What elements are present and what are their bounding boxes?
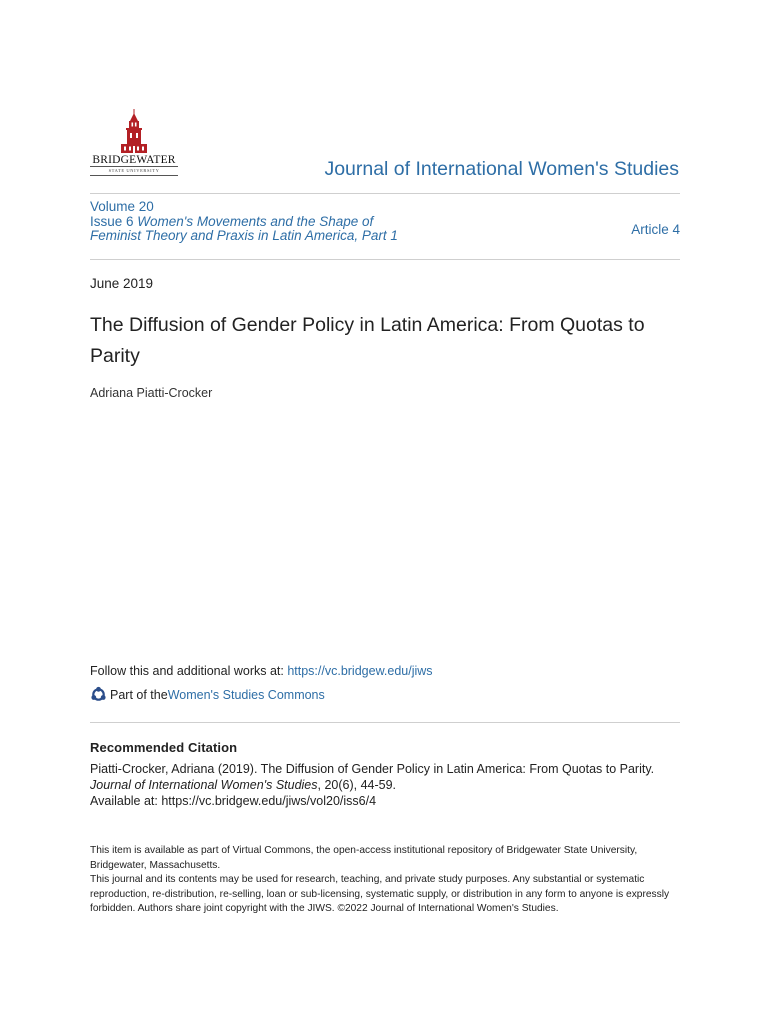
follow-line (90, 664, 433, 678)
follow-prefix: Follow this and additional works at: (90, 664, 288, 678)
commons-prefix: Part of the (110, 687, 168, 702)
recommended-citation-heading: Recommended Citation (90, 740, 238, 755)
commons-divider (90, 722, 680, 723)
usage-notice: This journal and its contents may be used for research, teaching, and private study purposes. Any substantial or systematic reproduction, re-distribution, re-selling, loan or sub-licensing, systematic supply, or distribution in any form to anyone is expressly forbidden. Authors share joint copyright with the JIWS. ©2022 Journal of International Women's Studies. (90, 874, 670, 915)
commons-line (90, 686, 325, 703)
bridgewater-logo[interactable] (88, 108, 180, 176)
issue-number: Issue 6 (90, 213, 134, 229)
logo-rule-bottom (90, 175, 178, 176)
womens-studies-commons-link[interactable]: Women's Studies Commons (167, 687, 325, 702)
follow-url-link[interactable]: https://vc.bridgew.edu/jiws (287, 664, 433, 678)
citation-journal: Journal of International Women's Studies (90, 778, 318, 792)
logo-wordmark: BRIDGEWATER (92, 154, 176, 166)
article-number-link[interactable]: Article 4 (631, 222, 680, 237)
issue-info (90, 200, 410, 244)
tower-icon (88, 108, 180, 154)
citation-volume-pages: , 20(6), 44-59. (317, 778, 397, 792)
network-icon (90, 686, 107, 703)
header-divider (90, 193, 680, 194)
issue-divider (90, 259, 680, 260)
citation-line-2 (90, 777, 690, 793)
issue-title: Women's Movements and the Shape of Feminist Theory and Praxis in Latin America, Part 1 (90, 213, 398, 243)
citation-line-3: Available at: https://vc.bridgew.edu/jiws/vol20/iss6/4 (90, 794, 377, 808)
citation-line-1: Piatti-Crocker, Adriana (2019). The Diffusion of Gender Policy in Latin America: From Quotas to Parity. (90, 762, 655, 776)
issue-link[interactable] (90, 215, 410, 244)
repository-notice: This item is available as part of Virtual Commons, the open-access institutional repository of Bridgewater State University, Bridgewater, Massachusetts. (90, 845, 638, 871)
logo-rule-top (90, 166, 178, 167)
article-title: The Diffusion of Gender Policy in Latin America: From Quotas to Parity (90, 314, 645, 367)
copyright-notice (90, 844, 686, 917)
logo-subtitle: STATE UNIVERSITY (108, 168, 160, 173)
citation-text (90, 761, 690, 809)
publication-date: June 2019 (90, 276, 154, 291)
journal-title-link[interactable]: Journal of International Women's Studies (324, 158, 679, 180)
author-name: Adriana Piatti-Crocker (90, 386, 213, 400)
volume-link[interactable]: Volume 20 (90, 199, 154, 214)
